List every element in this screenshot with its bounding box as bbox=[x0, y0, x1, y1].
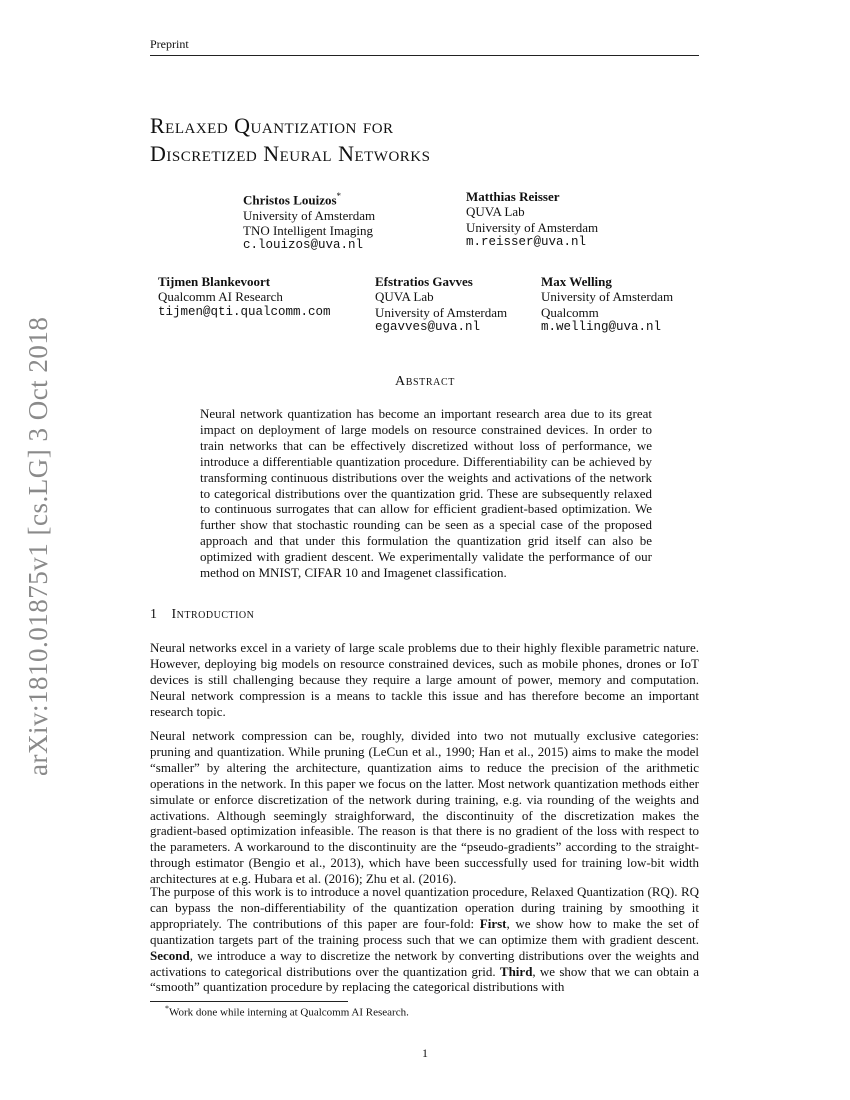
section-title: Introduction bbox=[171, 607, 255, 622]
author-email: egavves@uva.nl bbox=[375, 319, 481, 334]
author-affiliation: University of Amsterdam bbox=[466, 219, 599, 235]
arxiv-identifier: arXiv:1810.01875v1 [cs.LG] 3 Oct 2018 bbox=[23, 316, 53, 776]
body-paragraph bbox=[150, 884, 699, 995]
abstract-text: Neural network quantization has become an important research area due to its great impact on deployment of large models on resource constrained devices. In order to train networks that can be effectively discretized without loss of performance, we introduce a differentiable quantization procedure. Differentiability can be achieved by transforming continuous distributions over the weights and activations of the network to categorical distributions over the quantization grid. These are subsequently relaxed to continuous surrogates that can allow for efficient gradient-based optimization. We further show that stochastic rounding can be seen as a special case of the proposed approach and that under this formulation the quantization grid itself can also be optimized with gradient descent. We experimentally validate the performance of our method on MNIST, CIFAR 10 and Imagenet classification. bbox=[200, 406, 652, 581]
author-affiliation: Qualcomm AI Research bbox=[158, 289, 283, 305]
author-block bbox=[375, 274, 507, 335]
section-heading bbox=[150, 607, 254, 623]
author-block bbox=[243, 189, 375, 254]
author-email: c.louizos@uva.nl bbox=[243, 238, 364, 253]
title-line-1: Relaxed Quantization for bbox=[150, 113, 394, 138]
author-name: Max Welling bbox=[541, 274, 612, 289]
author-name: Efstratios Gavves bbox=[375, 274, 473, 289]
author-email: m.welling@uva.nl bbox=[541, 319, 662, 334]
author-affiliation: University of Amsterdam bbox=[375, 304, 508, 320]
author-block bbox=[158, 274, 331, 320]
section-number: 1 bbox=[150, 607, 158, 622]
paragraph-text: Neural networks excel in a variety of large scale problems due to their highly flexible parametric nature. However, deploying big models on resource constrained devices, such as mobile phones, drones or IoT devices is still challenging because they require a large amount of power, memory and computation. Neural network compression is a means to tackle this issue and has therefore become an important research topic. bbox=[150, 640, 699, 719]
body-paragraph bbox=[150, 640, 699, 720]
paper-title bbox=[150, 112, 710, 168]
author-affiliation: University of Amsterdam bbox=[541, 289, 674, 305]
body-paragraph bbox=[150, 728, 699, 887]
page-number: 1 bbox=[422, 1046, 428, 1060]
author-name: Matthias Reisser bbox=[466, 189, 560, 204]
author-affiliation: University of Amsterdam bbox=[243, 207, 376, 223]
title-line-2: Discretized Neural Networks bbox=[150, 141, 431, 166]
footnote: *Work done while interning at Qualcomm AI Research. bbox=[165, 1004, 409, 1019]
author-name: Tijmen Blankevoort bbox=[158, 274, 271, 289]
footnote-rule bbox=[150, 1001, 348, 1002]
author-block bbox=[466, 189, 598, 250]
author-affiliation: QUVA Lab bbox=[466, 204, 525, 220]
author-affiliation: QUVA Lab bbox=[375, 289, 434, 305]
author-email: m.reisser@uva.nl bbox=[466, 234, 587, 249]
abstract-heading: Abstract bbox=[395, 374, 455, 389]
author-affiliation: TNO Intelligent Imaging bbox=[243, 222, 373, 238]
author-name: Christos Louizos* bbox=[243, 191, 342, 208]
author-block bbox=[541, 274, 673, 335]
running-head: Preprint bbox=[150, 37, 699, 56]
paragraph-text: Neural network compression can be, roughly, divided into two not mutually exclusive categories: pruning and quantization. While pruning (LeCun et al., 1990; Han et al., 2015) aims to make the model “smaller” by altering the architecture, quantization aims to reduce the precision of the arithmetic operations in the network. In this paper we focus on the latter. Most network quantization methods either simulate or enforce discretization of the network during training, e.g. via rounding of the weights and activations. Although seemingly straighforward, the discontinuity of the discretization makes the gradient-based optimization infeasible. The reason is that there is no gradient of the loss with respect to the parameters. A workaround to the discontinuity are the “pseudo-gradients” according to the straight-through estimator (Bengio et al., 2013), which have been successfully used for training low-bit width architectures at e.g. Hubara et al. (2016); Zhu et al. (2016). bbox=[150, 728, 699, 887]
paragraph-text: The purpose of this work is to introduce a novel quantization procedure, Relaxed Quantization (RQ). RQ can bypass the non-differentiability of the quantization operation during training by smoothing it appropriately. The contributions of this paper are four-fold: First, we show how to make the set of quantization targets part of the training process such that we can optimize them with gradient descent. Second, we introduce a way to discretize the network by converting distributions over the weights and activations to categorical distributions over the quantization grid. Third, we show that we can obtain a “smooth” quantization procedure by replacing the categorical distributions with bbox=[150, 884, 699, 995]
author-email: tijmen@qti.qualcomm.com bbox=[158, 304, 331, 319]
author-affiliation: Qualcomm bbox=[541, 304, 599, 320]
